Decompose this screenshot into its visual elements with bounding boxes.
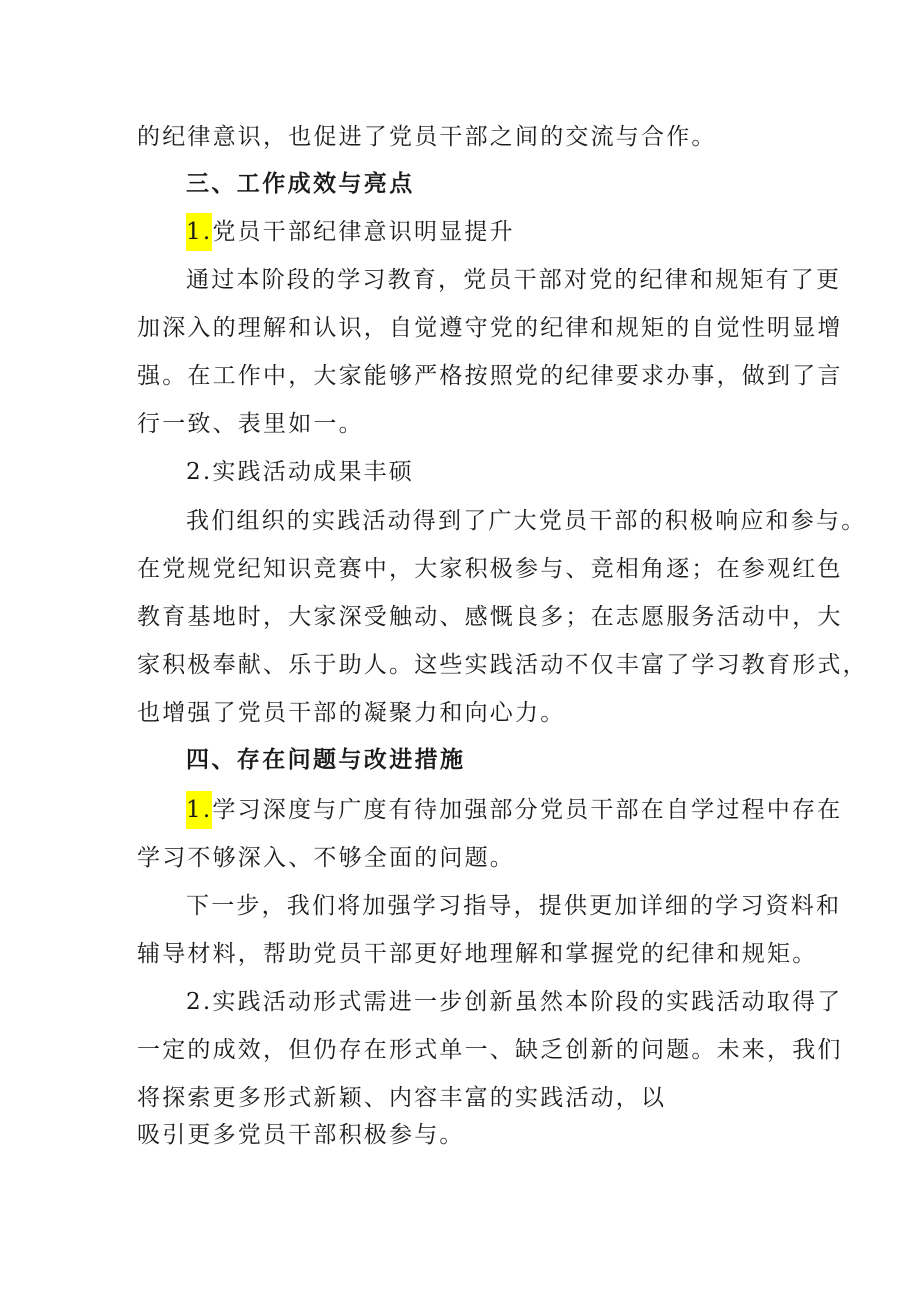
paragraph-line: 家积极奉献、乐于助人。这些实践活动不仅丰富了学习教育形式， [137, 652, 868, 678]
highlighted-number: 1. [186, 213, 212, 251]
paragraph-line: 加深入的理解和认识，自觉遵守党的纪律和规矩的自觉性明显增 [137, 315, 843, 341]
paragraph-line: 我们组织的实践活动得到了广大党员干部的积极响应和参与。 [186, 508, 867, 534]
subheading-text: 党员干部纪律意识明显提升 [212, 219, 515, 245]
subheading-study-depth [186, 795, 842, 825]
paragraph-line: 辅导材料，帮助党员干部更好地理解和掌握党的纪律和规矩。 [137, 941, 818, 967]
paragraph-line: 一定的成效，但仍存在形式单一、缺乏创新的问题。未来，我们 [137, 1037, 843, 1063]
paragraph-line: 通过本阶段的学习教育，党员干部对党的纪律和规矩有了更 [186, 267, 842, 293]
subheading-practice-results: 2.实践活动成果丰硕 [186, 459, 414, 485]
subheading-practice-innovation: 2.实践活动形式需进一步创新虽然本阶段的实践活动取得了 [186, 989, 843, 1015]
paragraph-line: 将探索更多形式新颖、内容丰富的实践活动，以 [137, 1085, 667, 1111]
paragraph-line: 吸引更多党员干部积极参与。 [137, 1122, 465, 1148]
paragraph-line: 强。在工作中，大家能够严格按照党的纪律要求办事，做到了言 [137, 363, 843, 389]
paragraph-line: 也增强了党员干部的凝聚力和向心力。 [137, 700, 566, 726]
paragraph-line: 学习不够深入、不够全面的问题。 [137, 845, 515, 871]
paragraph-line: 行一致、表里如一。 [137, 411, 364, 437]
subheading-discipline-awareness [186, 217, 515, 247]
subheading-text: 学习深度与广度有待加强部分党员干部在自学过程中存在 [212, 797, 843, 823]
paragraph-line: 教育基地时，大家深受触动、感慨良多；在志愿服务活动中，大 [137, 604, 843, 630]
paragraph-line: 在党规党纪知识竞赛中，大家积极参与、竞相角逐；在参观红色 [137, 556, 843, 582]
section-heading-problems: 四、存在问题与改进措施 [186, 746, 466, 773]
highlighted-number: 1. [186, 791, 212, 829]
section-heading-achievements: 三、工作成效与亮点 [186, 170, 415, 197]
paragraph-line: 的纪律意识，也促进了党员干部之间的交流与合作。 [137, 124, 717, 150]
paragraph-line: 下一步，我们将加强学习指导，提供更加详细的学习资料和 [186, 893, 842, 919]
